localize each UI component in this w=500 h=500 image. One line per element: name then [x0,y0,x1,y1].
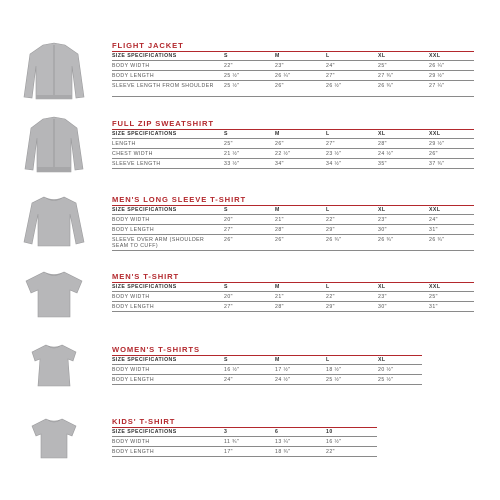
row-label: BODY WIDTH [112,63,150,69]
row-label: SLEEVE LENGTH FROM SHOULDER [112,83,214,89]
cell: 24" [224,377,233,383]
row-divider [112,250,474,251]
section-womens-tshirts [0,342,500,386]
row-divider [112,374,422,375]
size-header: XXL [429,131,441,137]
size-header: L [326,131,330,137]
cell: 25" [378,63,387,69]
size-header: XL [378,53,386,59]
cell: 25 ½" [326,377,342,383]
header-label: SIZE SPECIFICATIONS [112,357,177,363]
cell: 13 ¼" [275,439,291,445]
section-long-sleeve-tshirt [0,192,500,254]
row-divider [112,158,474,159]
cell: 22" [326,449,335,455]
cell: 25" [224,141,233,147]
long-sleeve-tshirt-icon [18,194,90,248]
row-divider [112,138,474,139]
flight-jacket-icon [18,42,90,102]
size-header: XXL [429,207,441,213]
size-header: M [275,53,280,59]
cell: 26" [224,237,233,243]
cell: 26 ¾" [378,83,394,89]
row-divider [112,168,474,169]
size-header: S [224,207,228,213]
cell: 33 ½" [224,161,240,167]
section-flight-jacket [0,38,500,102]
row-divider [112,60,474,61]
cell: 27" [224,304,233,310]
cell: 18 ¾" [275,449,291,455]
cell: 24" [326,63,335,69]
cell: 27 ¾" [378,73,394,79]
cell: 35" [378,161,387,167]
cell: 20 ½" [378,367,394,373]
cell: 20" [224,217,233,223]
size-header: S [224,131,228,137]
row-divider [112,96,474,97]
size-header: 3 [224,429,228,435]
cell: 28" [275,304,284,310]
size-header: L [326,207,330,213]
title-divider [112,51,474,52]
title-divider [112,205,474,206]
cell: 22 ½" [275,151,291,157]
cell: 25 ½" [224,73,240,79]
row-label: BODY LENGTH [112,73,155,79]
row-divider [112,148,474,149]
cell: 30" [378,304,387,310]
cell: 26 ¼" [429,63,445,69]
section-mens-tshirt [0,269,500,313]
size-header: M [275,284,280,290]
title-divider [112,282,474,283]
cell: 26 ¾" [429,237,445,243]
cell: 22" [326,294,335,300]
section-kids-tshirt [0,414,500,458]
cell: 23" [275,63,284,69]
size-header: M [275,357,280,363]
mens-tshirt-icon [18,269,90,319]
row-divider [112,234,474,235]
cell: 26 ¾" [378,237,394,243]
header-label: SIZE SPECIFICATIONS [112,207,177,213]
cell: 21" [275,294,284,300]
cell: 25 ½" [224,83,240,89]
row-divider [112,291,474,292]
cell: 16 ½" [224,367,240,373]
cell: 26 ¼" [275,73,291,79]
cell: 21 ½" [224,151,240,157]
cell: 26" [275,237,284,243]
cell: 29" [326,304,335,310]
cell: 17" [224,449,233,455]
size-header: 6 [275,429,279,435]
cell: 17 ½" [275,367,291,373]
cell: 25" [429,294,438,300]
cell: 21" [275,217,284,223]
row-divider [112,301,474,302]
row-divider [112,384,422,385]
header-label: SIZE SPECIFICATIONS [112,131,177,137]
size-header: XL [378,284,386,290]
cell: 34" [275,161,284,167]
kids-tshirt-icon [18,416,90,460]
cell: 22" [326,217,335,223]
cell: 11 ¾" [224,439,240,445]
row-label: SLEEVE LENGTH [112,161,161,167]
cell: 23 ½" [326,151,342,157]
size-header: S [224,357,228,363]
cell: 28" [378,141,387,147]
row-label: BODY WIDTH [112,294,150,300]
section-title: MEN'S LONG SLEEVE T-SHIRT [112,195,247,204]
cell: 31" [429,304,438,310]
cell: 24 ½" [275,377,291,383]
cell: 26" [429,151,438,157]
row-divider [112,456,377,457]
row-label: BODY WIDTH [112,217,150,223]
size-header: M [275,207,280,213]
row-divider [112,446,377,447]
size-header: S [224,284,228,290]
cell: 25 ½" [378,377,394,383]
cell: 24" [429,217,438,223]
row-label: BODY WIDTH [112,439,150,445]
cell: 29 ½" [429,141,445,147]
size-header: XL [378,207,386,213]
cell: 26 ¾" [326,237,342,243]
womens-tshirt-icon [18,342,90,388]
row-divider [112,436,377,437]
cell: 26" [275,141,284,147]
cell: 18 ½" [326,367,342,373]
section-title: WOMEN'S T-SHIRTS [112,345,200,354]
row-label: LENGTH [112,141,136,147]
row-label: BODY LENGTH [112,449,155,455]
cell: 23" [378,217,387,223]
cell: 31" [429,227,438,233]
section-title: KIDS' T-SHIRT [112,417,176,426]
cell: 20" [224,294,233,300]
row-divider [112,224,474,225]
size-header: XL [378,357,386,363]
size-header: L [326,357,330,363]
row-divider [112,70,474,71]
cell: 26" [275,83,284,89]
cell: 29" [326,227,335,233]
cell: 26 ½" [326,83,342,89]
row-label: BODY WIDTH [112,367,150,373]
cell: 27 ¼" [429,83,445,89]
row-label: CHEST WIDTH [112,151,153,157]
cell: 22" [224,63,233,69]
row-divider [112,214,474,215]
size-header: 10 [326,429,333,435]
header-label: SIZE SPECIFICATIONS [112,284,177,290]
row-label: SLEEVE OVER ARM (SHOULDER SEAM TO CUFF) [112,237,205,249]
header-label: SIZE SPECIFICATIONS [112,53,177,59]
size-header: L [326,53,330,59]
row-divider [112,364,422,365]
cell: 28" [275,227,284,233]
cell: 29 ½" [429,73,445,79]
size-header: XL [378,131,386,137]
section-title: MEN'S T-SHIRT [112,272,180,281]
cell: 34 ½" [326,161,342,167]
cell: 16 ½" [326,439,342,445]
row-divider [112,80,474,81]
cell: 27" [326,73,335,79]
size-header: S [224,53,228,59]
cell: 24 ½" [378,151,394,157]
section-full-zip-sweatshirt [0,116,500,172]
size-header: XXL [429,284,441,290]
size-header: XXL [429,53,441,59]
section-title: FULL ZIP SWEATSHIRT [112,119,214,128]
title-divider [112,427,377,428]
size-header: L [326,284,330,290]
full-zip-sweatshirt-icon [18,116,90,174]
row-label: BODY LENGTH [112,377,155,383]
header-label: SIZE SPECIFICATIONS [112,429,177,435]
section-title: FLIGHT JACKET [112,41,184,50]
cell: 23" [378,294,387,300]
title-divider [112,129,474,130]
cell: 30" [378,227,387,233]
cell: 27" [224,227,233,233]
row-label: BODY LENGTH [112,304,155,310]
row-label: BODY LENGTH [112,227,155,233]
row-divider [112,311,474,312]
title-divider [112,355,422,356]
size-header: M [275,131,280,137]
cell: 37 ¾" [429,161,445,167]
cell: 27" [326,141,335,147]
